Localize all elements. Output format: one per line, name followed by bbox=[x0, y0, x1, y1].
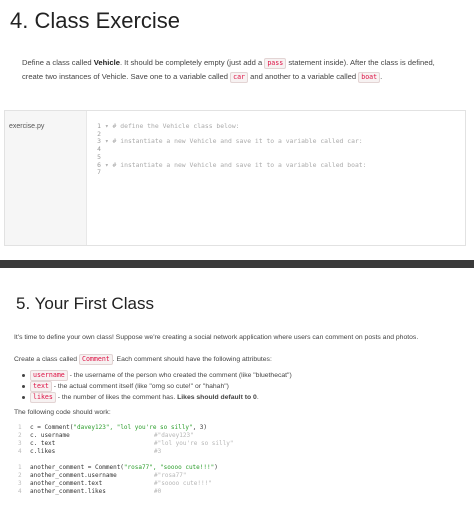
list-item bbox=[22, 370, 292, 381]
code-text: another_comment.likes bbox=[30, 488, 106, 495]
line-number: 4 bbox=[18, 488, 22, 495]
inline-code-text: text bbox=[30, 381, 52, 392]
exercise-instructions bbox=[22, 56, 452, 84]
line-number: 7 bbox=[97, 168, 101, 177]
inline-code-pass: pass bbox=[264, 58, 286, 69]
code-text: ) bbox=[214, 464, 218, 471]
code-text: another_comment.text bbox=[30, 480, 103, 487]
example-code-block bbox=[18, 424, 458, 504]
editor-line[interactable] bbox=[91, 169, 367, 177]
line-number: 3 bbox=[18, 440, 22, 447]
instruction-text: and another to a variable called bbox=[248, 72, 359, 81]
code-string: "davey123", "lol you're so silly" bbox=[73, 424, 193, 431]
code-text: c. text bbox=[30, 440, 56, 447]
code-text: another_comment.username bbox=[30, 472, 117, 479]
instruction-text: Define a class called bbox=[22, 58, 94, 67]
inline-code-boat: boat bbox=[358, 72, 380, 83]
line-number: 1 bbox=[97, 122, 101, 130]
section-your-first-class bbox=[0, 268, 474, 521]
code-intro-text: The following code should work: bbox=[14, 409, 111, 416]
section-title: 5. Your First Class bbox=[16, 294, 154, 313]
inline-code-comment: Comment bbox=[79, 354, 113, 365]
code-line bbox=[18, 424, 458, 432]
editor-lines[interactable] bbox=[91, 123, 367, 177]
line-number: 2 bbox=[97, 129, 101, 138]
editor-line[interactable] bbox=[91, 138, 367, 146]
instruction-text: statement inside). After the class is defined, create two instances of Vehicle. Save one to a variable called bbox=[22, 58, 435, 81]
code-comment: #"lol you're so silly" bbox=[154, 440, 234, 447]
code-comment: ▾ # instantiate a new Vehicle and save it to a variable called car: bbox=[104, 137, 363, 146]
code-line bbox=[18, 464, 458, 472]
line-number: 4 bbox=[97, 145, 101, 154]
line-number: 1 bbox=[18, 424, 22, 431]
code-comment: #"rosa77" bbox=[154, 472, 187, 479]
code-line bbox=[18, 472, 458, 480]
attribute-description: - the number of likes the comment has. bbox=[55, 394, 178, 401]
instruction-text: . It should be completely empty (just add a bbox=[119, 58, 265, 67]
inline-code-username: username bbox=[30, 370, 68, 381]
code-editor[interactable] bbox=[4, 110, 466, 246]
code-comment: #"davey123" bbox=[154, 432, 194, 439]
inline-code-likes: likes bbox=[30, 392, 56, 403]
code-line bbox=[18, 488, 458, 496]
code-line bbox=[18, 440, 458, 448]
line-number: 2 bbox=[18, 472, 22, 479]
file-tab-exercise[interactable]: exercise.py bbox=[9, 123, 45, 130]
intro-text: It's time to define your own class! Suppose we're creating a social network application where users can comment on posts and photos. bbox=[14, 334, 419, 341]
line-number: 4 bbox=[18, 448, 22, 455]
line-number: 3 bbox=[97, 137, 101, 146]
code-string: "rosa77", "soooo cute!!!" bbox=[123, 464, 215, 471]
section-title: 4. Class Exercise bbox=[10, 8, 180, 33]
editor-line[interactable] bbox=[91, 146, 367, 154]
attribute-description: . bbox=[256, 394, 259, 401]
code-text: c.likes bbox=[30, 448, 56, 455]
instruction-text: Create a class called bbox=[14, 356, 79, 363]
section-class-exercise bbox=[0, 0, 474, 260]
editor-line[interactable] bbox=[91, 123, 367, 131]
code-comment: ▾ # instantiate a new Vehicle and save it to a variable called boat: bbox=[104, 160, 367, 169]
line-number: 3 bbox=[18, 480, 22, 487]
code-comment: ▾ # define the Vehicle class below: bbox=[104, 122, 240, 130]
code-line bbox=[18, 448, 458, 456]
editor-line[interactable] bbox=[91, 162, 367, 170]
section-divider bbox=[0, 260, 474, 268]
line-number: 6 bbox=[97, 160, 101, 169]
line-number: 2 bbox=[18, 432, 22, 439]
file-sidebar bbox=[5, 111, 87, 245]
code-comment: #"soooo cute!!!" bbox=[154, 480, 212, 487]
code-comment: #0 bbox=[154, 488, 162, 495]
instruction-text: . bbox=[380, 72, 383, 81]
attribute-list bbox=[22, 370, 292, 403]
code-line bbox=[18, 480, 458, 488]
code-group-1 bbox=[18, 424, 458, 456]
list-item bbox=[22, 381, 292, 392]
inline-code-car: car bbox=[230, 72, 248, 83]
code-text: c = Comment( bbox=[30, 424, 74, 431]
code-group-2 bbox=[18, 464, 458, 496]
list-item bbox=[22, 392, 292, 403]
attribute-description: - the actual comment itself (like "omg so cute!" or "hahah") bbox=[51, 383, 229, 390]
attribute-description: - the username of the person who created the comment (like "bluethecat") bbox=[67, 372, 292, 379]
code-line bbox=[18, 432, 458, 440]
code-comment: #3 bbox=[154, 448, 162, 455]
code-text: another_comment = Comment( bbox=[30, 464, 124, 471]
instruction-text: . Each comment should have the following attributes: bbox=[112, 356, 272, 363]
line-number: 1 bbox=[18, 464, 22, 471]
line-number: 5 bbox=[97, 152, 101, 161]
bold-default-note: Likes should default to 0 bbox=[177, 394, 257, 401]
code-text: c. username bbox=[30, 432, 70, 439]
code-text: , 3) bbox=[192, 424, 208, 431]
instruction-text bbox=[14, 354, 272, 365]
class-name-bold: Vehicle bbox=[93, 58, 120, 67]
